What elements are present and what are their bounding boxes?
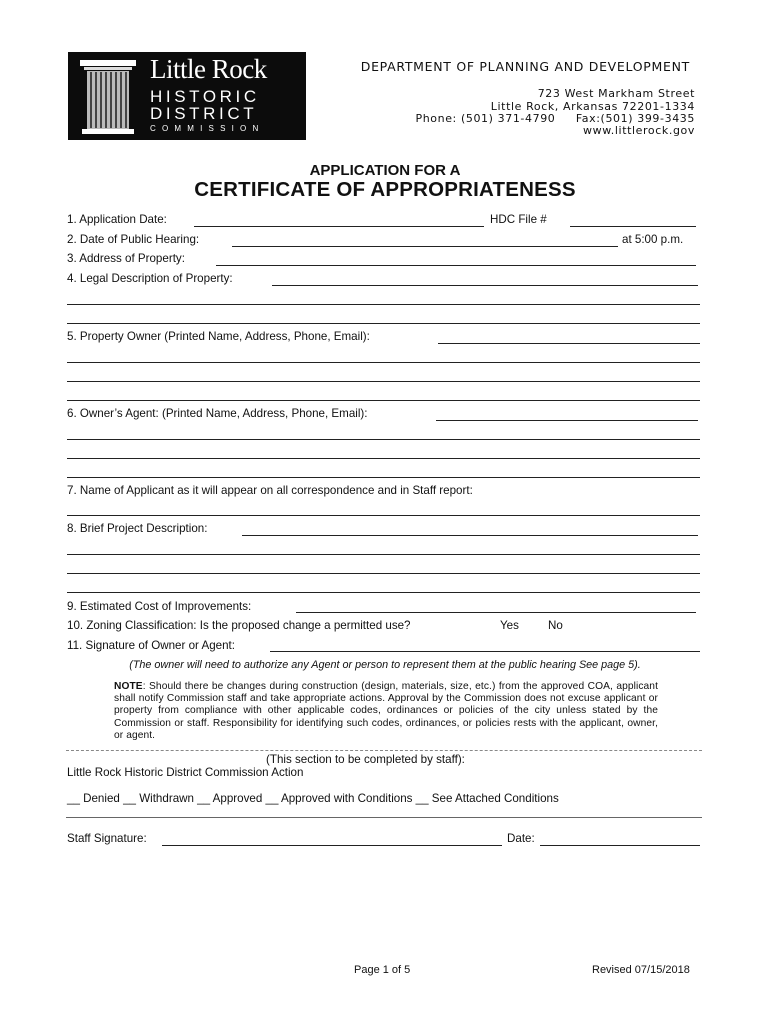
property-owner-field[interactable]: [438, 343, 700, 344]
note-text: : Should there be changes during construction (design, materials, size, etc.) from the approved COA, applicant shall notify Commission staff and take appropriate actions. Approval by the Commission does not excuse applicant or property from compliance with other applicable codes, ordinances or policies of the city unless stated by the Commission or staff. Responsibility for identifying such codes, ordinances, or policies rests with the applicant, owner, or agent.: [114, 681, 658, 741]
hearing-time-text: at 5:00 p.m.: [622, 233, 684, 246]
staff-date-field[interactable]: [540, 845, 700, 846]
department-name: DEPARTMENT OF PLANNING AND DEVELOPMENT: [360, 59, 690, 74]
staff-section-note: (This section to be completed by staff):: [266, 753, 465, 766]
owner-authorization-note: (The owner will need to authorize any Agent or person to represent them at the public hearing See page 5).: [129, 659, 641, 671]
property-address-label: 3. Address of Property:: [67, 252, 185, 265]
form-title: CERTIFICATE OF APPROPRIATENESS: [194, 178, 576, 201]
hdc-file-label: HDC File #: [490, 213, 547, 226]
staff-signature-label: Staff Signature:: [67, 832, 147, 845]
application-date-label: 1. Application Date:: [67, 213, 167, 226]
commission-action-options[interactable]: __ Denied __ Withdrawn __ Approved __ Approved with Conditions __ See Attached Conditions: [67, 792, 559, 805]
column-icon: [78, 58, 138, 136]
project-description-line[interactable]: [67, 554, 700, 555]
legal-description-line[interactable]: [67, 304, 700, 305]
project-description-label: 8. Brief Project Description:: [67, 522, 208, 535]
city-address: Little Rock, Arkansas 72201-1334: [490, 100, 695, 113]
phone-fax: Phone: (501) 371-4790 Fax:(501) 399-3435: [415, 112, 695, 125]
applicant-name-label: 7. Name of Applicant as it will appear on all correspondence and in Staff report:: [67, 484, 473, 497]
public-hearing-date-field[interactable]: [232, 246, 618, 247]
website: www.littlerock.gov: [583, 124, 695, 137]
logo-text-district: DISTRICT: [150, 104, 258, 123]
zoning-no-option[interactable]: No: [548, 619, 563, 632]
property-owner-label: 5. Property Owner (Printed Name, Address, Phone, Email):: [67, 330, 370, 343]
owners-agent-line[interactable]: [67, 439, 700, 440]
property-owner-line[interactable]: [67, 381, 700, 382]
legal-description-field[interactable]: [272, 285, 698, 286]
applicant-name-field[interactable]: [67, 515, 700, 516]
owners-agent-field[interactable]: [436, 420, 698, 421]
estimated-cost-field[interactable]: [296, 612, 696, 613]
owners-agent-label: 6. Owner’s Agent: (Printed Name, Address, Phone, Email):: [67, 407, 368, 420]
signature-field[interactable]: [270, 651, 700, 652]
application-date-field[interactable]: [194, 226, 484, 227]
note-label: NOTE: [114, 681, 143, 692]
property-owner-line[interactable]: [67, 400, 700, 401]
note-paragraph: [114, 681, 658, 742]
street-address: 723 West Markham Street: [537, 87, 695, 100]
owners-agent-line[interactable]: [67, 458, 700, 459]
hdc-file-field[interactable]: [570, 226, 696, 227]
project-description-line[interactable]: [67, 573, 700, 574]
staff-date-label: Date:: [507, 832, 535, 845]
staff-divider: [66, 817, 702, 818]
logo-text-historic: HISTORIC: [150, 87, 260, 106]
estimated-cost-label: 9. Estimated Cost of Improvements:: [67, 600, 252, 613]
legal-description-line[interactable]: [67, 323, 700, 324]
signature-label: 11. Signature of Owner or Agent:: [67, 639, 235, 652]
public-hearing-date-label: 2. Date of Public Hearing:: [67, 233, 200, 246]
zoning-classification-label: 10. Zoning Classification: Is the proposed change a permitted use?: [67, 619, 411, 632]
form-subtitle: APPLICATION FOR A: [309, 162, 461, 179]
legal-description-label: 4. Legal Description of Property:: [67, 272, 233, 285]
project-description-line[interactable]: [67, 592, 700, 593]
commission-logo: [68, 52, 306, 140]
owners-agent-line[interactable]: [67, 477, 700, 478]
section-divider: [66, 750, 702, 751]
staff-signature-field[interactable]: [162, 845, 502, 846]
page-number: Page 1 of 5: [354, 964, 411, 976]
project-description-field[interactable]: [242, 535, 698, 536]
property-owner-line[interactable]: [67, 362, 700, 363]
commission-action-heading: Little Rock Historic District Commission Action: [67, 766, 304, 779]
zoning-yes-option[interactable]: Yes: [500, 619, 519, 632]
property-address-field[interactable]: [216, 265, 696, 266]
revision-date: Revised 07/15/2018: [592, 964, 690, 976]
logo-text-little-rock: Little Rock: [150, 54, 267, 84]
logo-text-commission: COMMISSION: [150, 124, 265, 133]
